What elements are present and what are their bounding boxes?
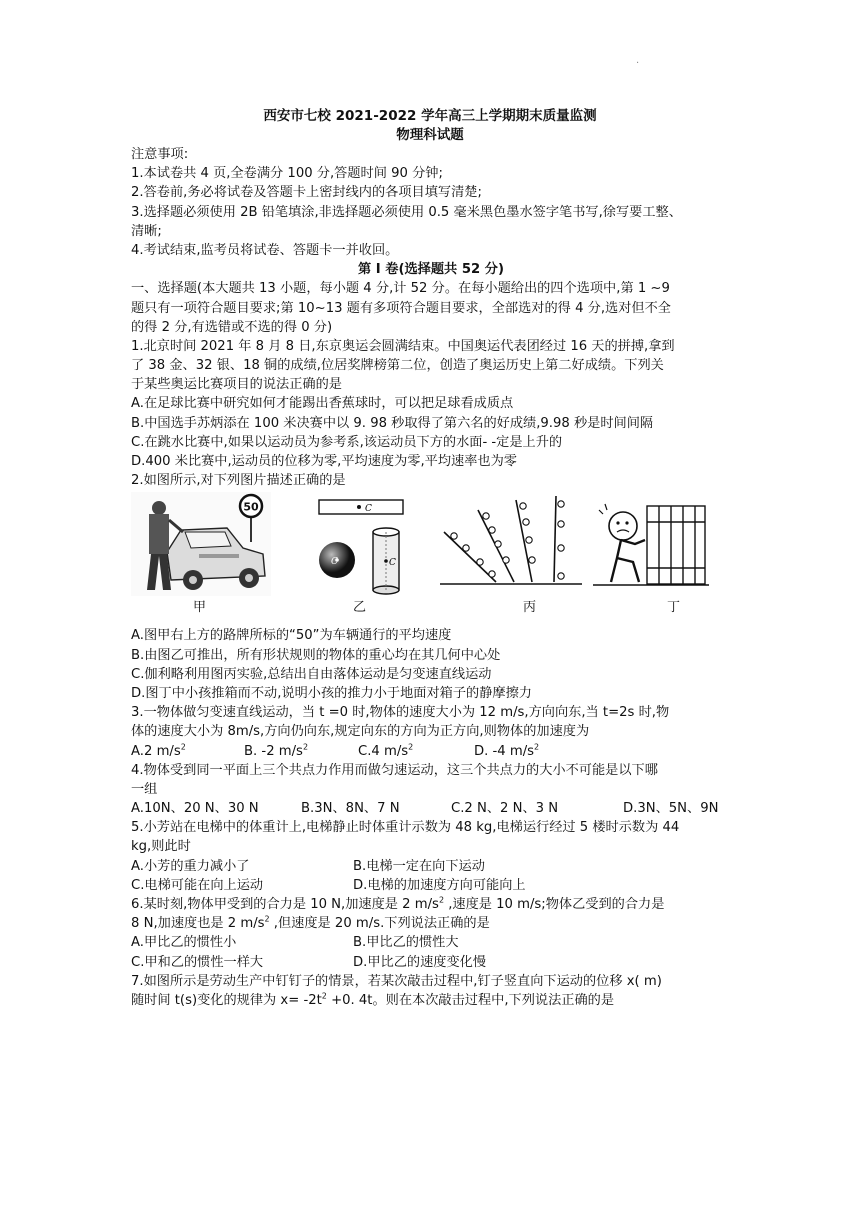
exam-title: 西安市七校 2021-2022 学年高三上学期期末质量监测 — [263, 108, 597, 124]
figure-jia-car-illustration — [131, 492, 271, 596]
q4-option-b: B.3N、8N、7 N — [301, 801, 400, 817]
q7-stem-line: 7.如图所示是劳动生产中钉钉子的情景，若某次敲击过程中,钉子竖直向下运动的位移 x( m) — [131, 973, 662, 989]
bar-center-label: C — [365, 504, 372, 515]
q6-option-c: C.甲和乙的惯性一样大 — [131, 954, 264, 970]
q5-option-c: C.电梯可能在向上运动 — [131, 877, 264, 893]
q6-stem-line: 6.某时刻,物体甲受到的合力是 10 N,加速度是 2 $m/s^2$ ,速度是 10 m/s;物体乙受到的合力是 — [131, 895, 665, 912]
q1-option-a: A.在足球比赛中研究如何才能踢出香蕉球时，可以把足球看成质点 — [131, 396, 514, 412]
notice-item: 4.考试结束,监考员将试卷、答题卡一并收回。 — [131, 242, 399, 258]
q4-option-d: D.3N、5N、9N — [623, 801, 719, 817]
q4-stem-line: 一组 — [131, 781, 158, 797]
q3-stem-line: 体的速度大小为 8m/s,方向仍向东,规定向东的方向为正方向,则物体的加速度为 — [131, 724, 590, 740]
figure-bing-inclined-planes — [436, 492, 586, 596]
q4-option-c: C.2 N、2 N、3 N — [451, 801, 559, 817]
q3-option-b: B. -2 $m/s^2$ — [244, 742, 309, 759]
q1-stem-line: 1.北京时间 2021 年 8 月 8 日,东京奥运会圆满结束。中国奥运代表团经过 16 天的拼搏,拿到 — [131, 338, 675, 354]
q6-option-b: B.甲比乙的惯性大 — [353, 935, 459, 951]
figure-label-jia: 甲 — [193, 600, 207, 616]
q5-option-d: D.电梯的加速度方向可能向上 — [353, 877, 526, 893]
figure-label-yi: 乙 — [353, 600, 367, 616]
exam-content — [131, 145, 731, 1010]
sphere-center-label: C — [331, 557, 338, 568]
q1-option-c: C.在跳水比赛中,如果以运动员为参考系,该运动员下方的水面- -定是上升的 — [131, 434, 563, 450]
notice-heading: 注意事项: — [131, 147, 189, 162]
q3-option-a: A.2 $m/s^2$ — [131, 742, 186, 759]
figure-label-bing: 丙 — [523, 600, 537, 616]
q2-stem: 2.如图所示,对下列图片描述正确的是 — [131, 473, 346, 489]
q5-option-a: A.小芳的重力减小了 — [131, 858, 250, 874]
speed-sign-text: 50 — [243, 500, 259, 514]
q2-option-a: A.图甲右上方的路牌所标的“50”为车辆通行的平均速度 — [131, 628, 452, 644]
q6-options-row1 — [131, 933, 731, 952]
q2-figures — [131, 492, 731, 622]
q1-stem-line: 于某些奥运比赛项目的说法正确的是 — [131, 377, 342, 393]
notice-item: 3.选择题必须使用 2B 铅笔填涂,非选择题必须使用 0.5 毫米黑色墨水签字笔书写,徐写要工整、 — [131, 204, 682, 220]
q1-stem-line: 了 38 金、32 银、18 铜的成绩,位居奖牌榜第二位，创造了奥运历史上第二好成绩。下列关 — [131, 358, 664, 374]
q3-option-c: C.4 $m/s^2$ — [358, 742, 414, 759]
q5-stem-line: kg,则此时 — [131, 839, 191, 855]
q5-option-b: B.电梯一定在向下运动 — [353, 858, 485, 874]
part-intro-line: 一、选择题(本大题共 13 小题，每小题 4 分,计 52 分。在每小题给出的四个选项中,第 1 ~9 — [131, 281, 670, 297]
q4-stem-line: 4.物体受到同一平面上三个共点力作用而做匀速运动，这三个共点力的大小不可能是以下哪 — [131, 762, 658, 778]
q6-options-row2 — [131, 953, 731, 972]
q7-stem-line: 随时间 t(s)变化的规律为 $x= -2t^2 +0$. 4t。则在本次敲击过程中,下列说法正确的是 — [131, 991, 615, 1008]
cylinder-center-label: C — [389, 558, 396, 569]
q6-option-a: A.甲比乙的惯性小 — [131, 935, 237, 951]
q3-stem-line: 3.一物体做匀变速直线运动，当 t =0 时,物体的速度大小为 12 m/s,方向向东,当 t=2s 时,物 — [131, 705, 670, 721]
q2-option-b: B.由图乙可推出，所有形状规则的物体的重心均在其几何中心处 — [131, 647, 501, 663]
header-mark: · — [636, 58, 640, 69]
q6-option-d: D.甲比乙的速度变化慢 — [353, 954, 487, 970]
q2-option-d: D.图丁中小孩推箱而不动,说明小孩的推力小于地面对箱子的静摩擦力 — [131, 685, 532, 701]
part-intro-line: 题只有一项符合题目要求;第 10~13 题有多项符合题目要求，全部选对的得 4 分,选对但不全 — [131, 300, 671, 316]
part-intro-line: 的得 2 分,有选错或不选的得 0 分) — [131, 319, 333, 335]
notice-item: 1.本试卷共 4 页,全卷满分 100 分,答题时间 90 分钟; — [131, 166, 443, 182]
q4-option-a: A.10N、20 N、30 N — [131, 801, 259, 817]
q3-options — [131, 742, 731, 761]
exam-subtitle: 物理科试题 — [396, 127, 464, 143]
q1-option-d: D.400 米比赛中,运动员的位移为零,平均速度为零,平均速率也为零 — [131, 454, 517, 469]
q5-options-row1 — [131, 857, 731, 876]
notice-item: 2.答卷前,务必将试卷及答题卡上密封线内的各项目填写清楚; — [131, 185, 482, 201]
q4-options — [131, 799, 731, 818]
q3-option-d: D. -4 $m/s^2$ — [474, 742, 540, 759]
figure-ding-child-pushing-box — [591, 492, 711, 596]
q5-options-row2 — [131, 876, 731, 895]
figure-label-ding: 丁 — [667, 600, 681, 616]
section-title: 第 I 卷(选择题共 52 分) — [358, 262, 504, 278]
q6-stem-line: 8 N,加速度也是 2 $m/s^2$ ,但速度是 20 m/s.下列说法正确的是 — [131, 914, 490, 932]
notice-item: 清晰; — [131, 223, 162, 239]
q1-option-b: B.中国选手苏炳添在 100 米决赛中以 9. 98 秒取得了第六名的好成绩,9.98 秒是时间间隔 — [131, 415, 654, 431]
q2-option-c: C.伽利略利用图丙实验,总结出自由落体运动是匀变速直线运动 — [131, 666, 492, 682]
figure-yi-center-of-gravity — [311, 492, 411, 596]
q5-stem-line: 5.小芳站在电梯中的体重计上,电梯静止时体重计示数为 48 kg,电梯运行经过 5 楼时示数为 44 — [131, 820, 680, 836]
